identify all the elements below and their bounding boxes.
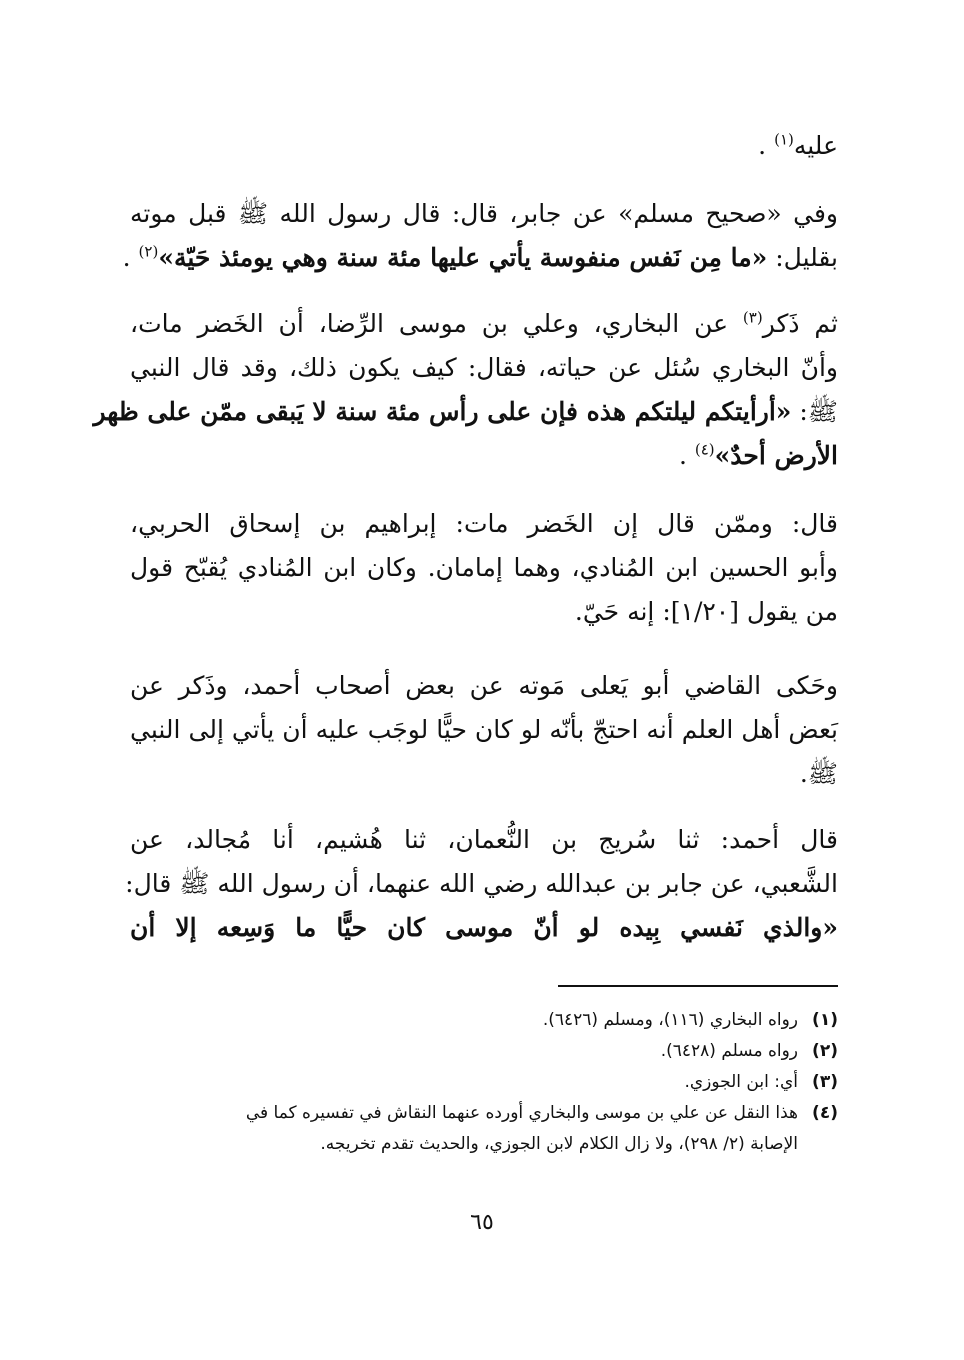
text-line: بقليل: «ما مِن نَفس منفوسة يأتي عليها مئة سنة وهي يومئذ حَيّة»$^{(٢)}$ . bbox=[122, 242, 838, 272]
footnote-4 bbox=[130, 1098, 838, 1160]
footnote-text: رواه البخاري (١١٦)، ومسلم (٦٤٢٦). bbox=[542, 1010, 798, 1030]
footnote-2 bbox=[130, 1036, 838, 1067]
footnote-number: (٤) bbox=[812, 1103, 838, 1123]
text-line: وفي «صحيح مسلم» عن جابر، قال: قال رسول الله ﷺ قبل موته bbox=[130, 199, 838, 228]
text-line: من يقول [١/٢٠]: إنه حَيّ. bbox=[574, 597, 838, 626]
paragraph-3 bbox=[93, 302, 838, 478]
text-line: قال أحمد: ثنا سُريج بن النُّعمان، ثنا هُشيم، أنا مُجالد، عن bbox=[130, 825, 838, 854]
footnote-number: (٢) bbox=[812, 1041, 838, 1061]
text-line: الشَّعبي، عن جابر بن عبدالله رضي الله عنهما، أن رسول الله ﷺ قال: bbox=[125, 869, 838, 898]
paragraph-1 bbox=[130, 124, 838, 168]
footnote-text: أي: ابن الجوزي. bbox=[684, 1072, 798, 1092]
paragraph-2 bbox=[122, 192, 838, 280]
paragraph-6 bbox=[125, 818, 838, 950]
text-line: «والذي نَفسي بِيده لو أنّ موسى كان حيًّا ما وَسِعه إلا أن bbox=[130, 913, 838, 942]
footnote-3 bbox=[130, 1067, 838, 1098]
text-line: قال: وممّن قال إن الخَضر مات: إبراهيم بن إسحاق الحربي، bbox=[130, 509, 838, 538]
footnote-1 bbox=[130, 1005, 838, 1036]
page-number: ٦٥ bbox=[470, 1210, 494, 1235]
text-line: ﷺ: «أرأيتكم ليلتكم هذه فإن على رأس مئة سنة لا يَبقى ممّن على ظهر bbox=[93, 397, 838, 426]
text-line: الأرض أحدٌ»$^{(٤)}$ . bbox=[678, 440, 838, 470]
paragraph-5 bbox=[130, 664, 838, 796]
footnote-number: (٣) bbox=[812, 1072, 838, 1092]
text-line: وأنّ البخاري سُئل عن حياته، فقال: كيف يكون ذلك، وقد قال النبي bbox=[130, 353, 838, 382]
text-line: عليه$^{(١)}$ . bbox=[758, 130, 838, 160]
footnote-text: هذا النقل عن علي بن موسى والبخاري أورده عنهما النقاش في تفسيره كما في الإصابة (٢/ ٢٩٨)، ولا زال الكلام لابن الجوزي، والحديث تقدم تخريجه. bbox=[245, 1103, 798, 1154]
text-line: ﷺ. bbox=[799, 759, 838, 788]
paragraph-4 bbox=[130, 502, 838, 634]
text-line: ثم ذَكر$^{(٣)}$ عن البخاري، وعلي بن موسى الرِّضا، أن الخَضر مات، bbox=[130, 308, 838, 338]
text-line: وأبو الحسين ابن المُنادي، وهما إمامان. وكان ابن المُنادي يُقبّح قول bbox=[130, 553, 838, 582]
footnote-separator bbox=[558, 985, 838, 987]
footnote-text: رواه مسلم (٦٤٢٨). bbox=[660, 1041, 798, 1061]
footnote-number: (١) bbox=[812, 1010, 838, 1030]
text-line: وحَكى القاضي أبو يَعلى مَوته عن بعض أصحاب أحمد، وذَكر عن bbox=[130, 671, 838, 700]
text-line: بَعض أهل العلم أنه احتجّ بأنّه لو كان حيًّا لوجَب عليه أن يأتي إلى النبي bbox=[130, 715, 838, 744]
footnotes bbox=[130, 1005, 838, 1160]
